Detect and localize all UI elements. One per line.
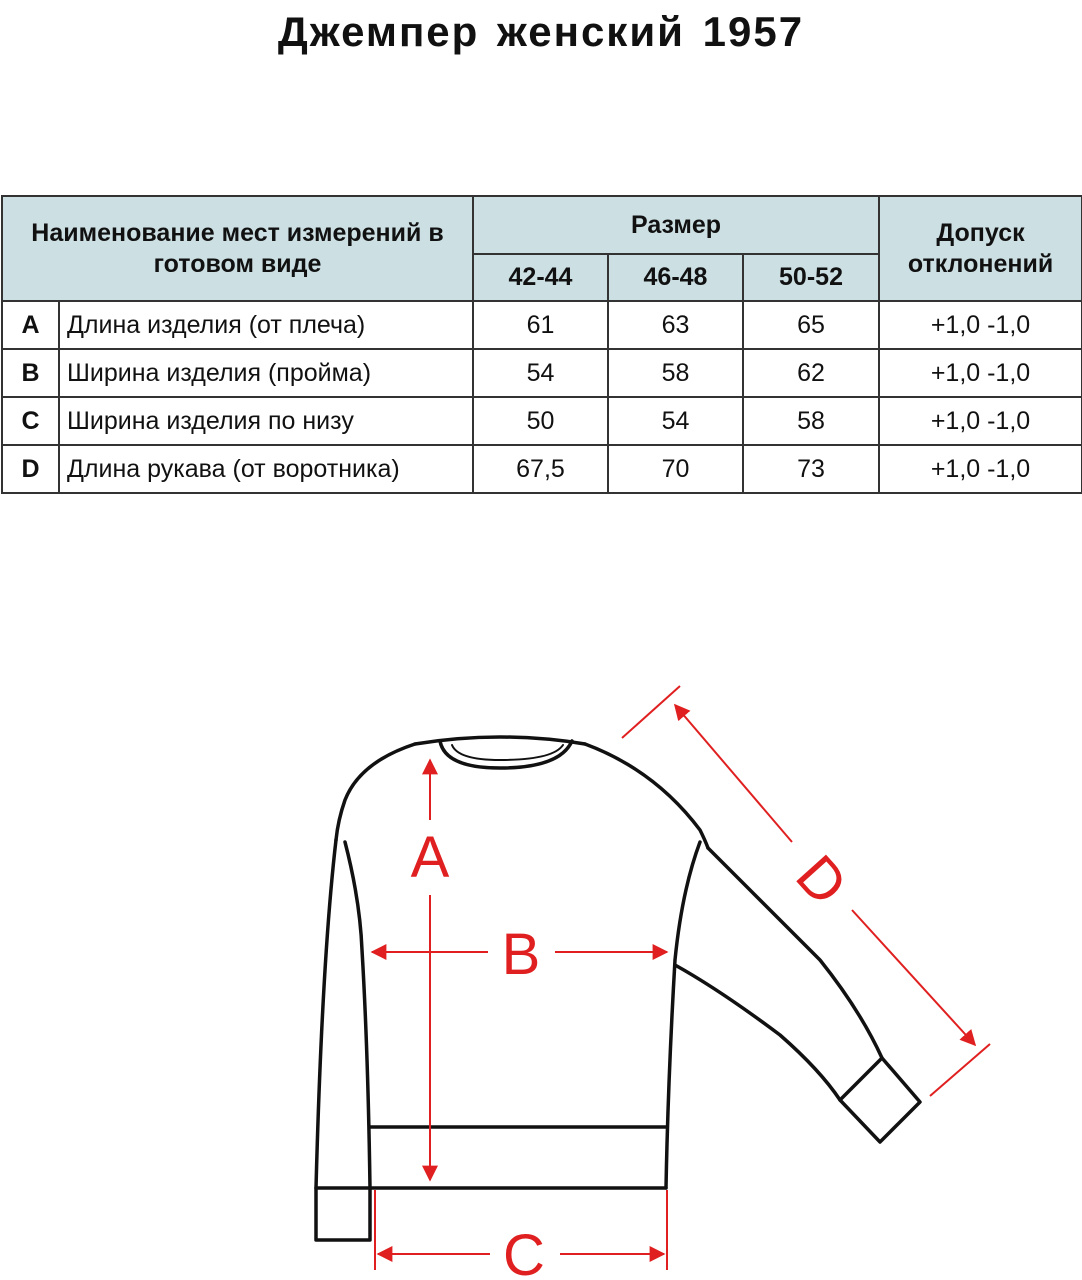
measure-value: 62	[743, 349, 879, 397]
measure-value: 50	[473, 397, 608, 445]
header-measurement-name: Наименование мест измерений в готовом виде	[2, 196, 473, 301]
measure-value: 54	[473, 349, 608, 397]
measure-d-ext-top	[622, 686, 680, 738]
measure-tolerance: +1,0 -1,0	[879, 445, 1082, 493]
measurement-lines	[372, 686, 990, 1270]
left-shoulder	[336, 744, 415, 840]
body-hem-band	[370, 1127, 666, 1188]
measure-tolerance: +1,0 -1,0	[879, 349, 1082, 397]
measure-name: Ширина изделия по низу	[59, 397, 473, 445]
measure-name: Длина рукава (от воротника)	[59, 445, 473, 493]
neck-rib-inner	[452, 745, 563, 760]
dimension-label-b: B	[501, 922, 541, 987]
measure-code: D	[2, 445, 59, 493]
measure-name: Ширина изделия (пройма)	[59, 349, 473, 397]
measure-code: B	[2, 349, 59, 397]
measure-value: 58	[743, 397, 879, 445]
right-body-side	[666, 842, 700, 1188]
dimension-label-d: D	[783, 843, 860, 918]
measure-code: C	[2, 397, 59, 445]
size-column-header: 50-52	[743, 254, 879, 301]
measure-value: 61	[473, 301, 608, 349]
measure-name: Длина изделия (от плеча)	[59, 301, 473, 349]
header-tolerance: Допуск отклонений	[879, 196, 1082, 301]
measure-value: 67,5	[473, 445, 608, 493]
dimension-label-a: A	[410, 825, 450, 890]
measure-tolerance: +1,0 -1,0	[879, 301, 1082, 349]
page-title: Джемпер женский 1957	[277, 8, 805, 55]
measure-code: A	[2, 301, 59, 349]
neck-rib	[440, 741, 572, 768]
measure-value: 58	[608, 349, 743, 397]
size-column-header: 46-48	[608, 254, 743, 301]
measure-value: 73	[743, 445, 879, 493]
measure-d-ext-bottom	[930, 1044, 990, 1096]
left-cuff	[316, 1188, 370, 1240]
measure-value: 63	[608, 301, 743, 349]
right-sleeve-inner	[675, 965, 840, 1100]
header-size: Размер	[473, 196, 879, 254]
left-body-side	[345, 842, 370, 1188]
measure-d-lower	[852, 910, 975, 1045]
sweater-outline	[316, 737, 920, 1240]
size-column-header: 42-44	[473, 254, 608, 301]
measure-value: 54	[608, 397, 743, 445]
dimension-label-c: C	[503, 1223, 545, 1280]
measure-value: 70	[608, 445, 743, 493]
measure-value: 65	[743, 301, 879, 349]
right-cuff	[840, 1058, 920, 1142]
right-shoulder	[585, 744, 708, 848]
left-sleeve-outer	[316, 840, 336, 1188]
measure-tolerance: +1,0 -1,0	[879, 397, 1082, 445]
